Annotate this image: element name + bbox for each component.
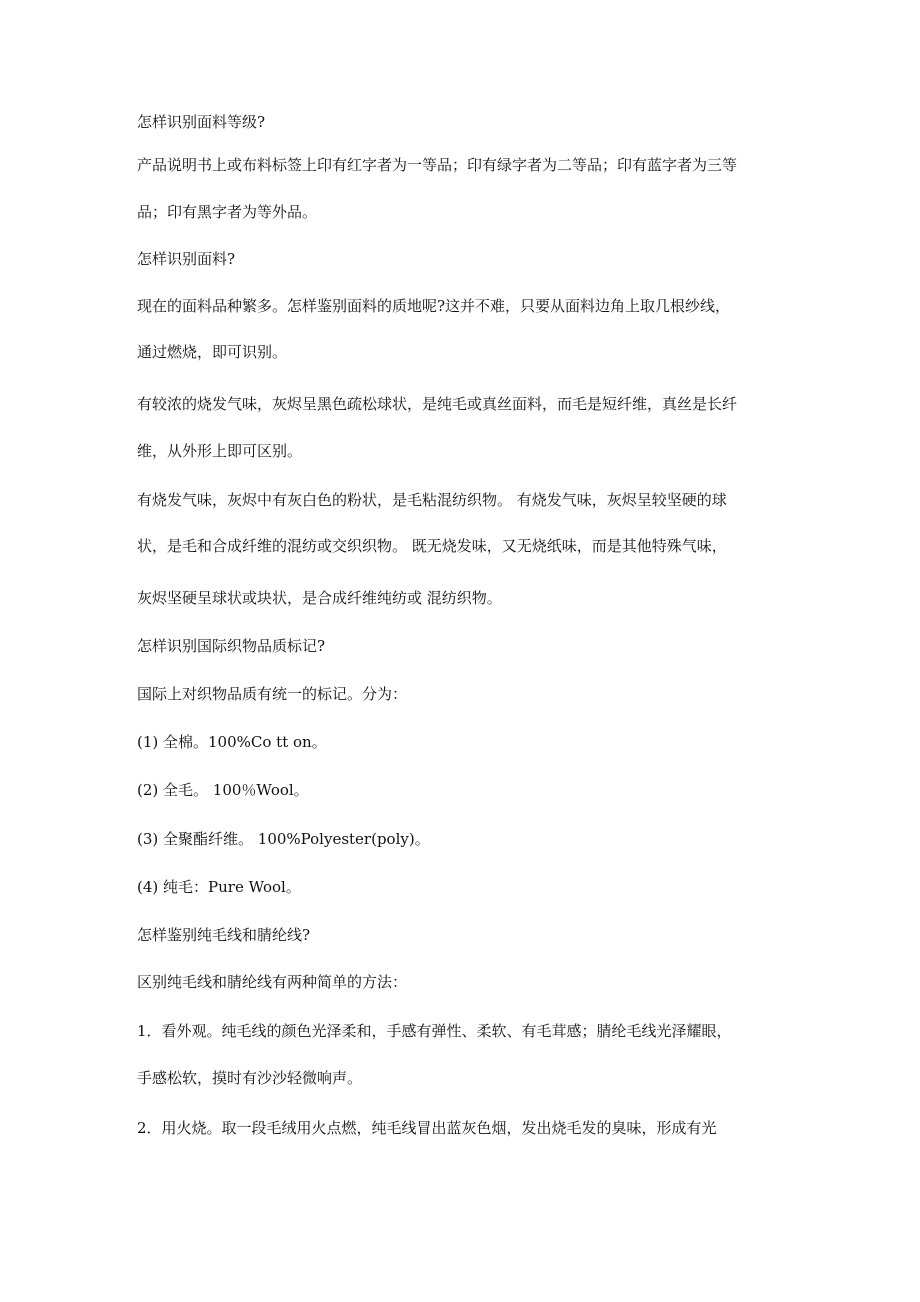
paragraph-line: 国际上对织物品质有统一的标记。分为：	[137, 685, 408, 703]
paragraph-line: 区别纯毛线和腈纶线有两种简单的方法：	[137, 973, 408, 991]
paragraph-line: 2．用火烧。取一段毛绒用火点燃，纯毛线冒出蓝灰色烟，发出烧毛发的臭味，形成有光	[137, 1119, 717, 1137]
list-item: (1) 全棉。100%Co tt on。	[137, 733, 327, 751]
heading-wool-vs-acrylic: 怎样鉴别纯毛线和腈纶线?	[137, 926, 311, 944]
paragraph-line: 现在的面料品种繁多。怎样鉴别面料的质地呢?这并不难，只要从面料边角上取几根纱线，	[137, 297, 731, 315]
paragraph-line: 维，从外形上即可区别。	[137, 442, 303, 460]
paragraph-line: 有烧发气味，灰烬中有灰白色的粉状，是毛粘混纺织物。 有烧发气味，灰烬呈较坚硬的球	[137, 491, 727, 509]
heading-fabric-grade: 怎样识别面料等级?	[137, 113, 266, 131]
paragraph-line: 手感松软，摸时有沙沙轻微响声。	[137, 1069, 363, 1087]
list-item: (3) 全聚酯纤维。 100%Polyester(poly)。	[137, 830, 430, 848]
paragraph-line: 品；印有黑字者为等外品。	[137, 203, 318, 221]
heading-identify-fabric: 怎样识别面料?	[137, 250, 236, 268]
list-item: (2) 全毛。 100％Wool。	[137, 781, 309, 799]
paragraph-line: 1．看外观。纯毛线的颜色光泽柔和，手感有弹性、柔软、有毛茸感；腈纶毛线光泽耀眼，	[137, 1022, 732, 1040]
paragraph-line: 有较浓的烧发气味，灰烬呈黑色疏松球状，是纯毛或真丝面料，而毛是短纤维，真丝是长纤	[137, 395, 738, 413]
paragraph-line: 通过燃烧，即可识别。	[137, 343, 288, 361]
paragraph-line: 状，是毛和合成纤维的混纺或交织织物。 既无烧发味，又无烧纸味，而是其他特殊气味，	[137, 537, 727, 555]
heading-quality-marks: 怎样识别国际织物品质标记?	[137, 637, 326, 655]
list-item: (4) 纯毛：Pure Wool。	[137, 878, 301, 896]
paragraph-line: 产品说明书上或布料标签上印有红字者为一等品；印有绿字者为二等品；印有蓝字者为三等	[137, 156, 738, 174]
paragraph-line: 灰烬坚硬呈球状或块状，是合成纤维纯纺或 混纺织物。	[137, 589, 502, 607]
